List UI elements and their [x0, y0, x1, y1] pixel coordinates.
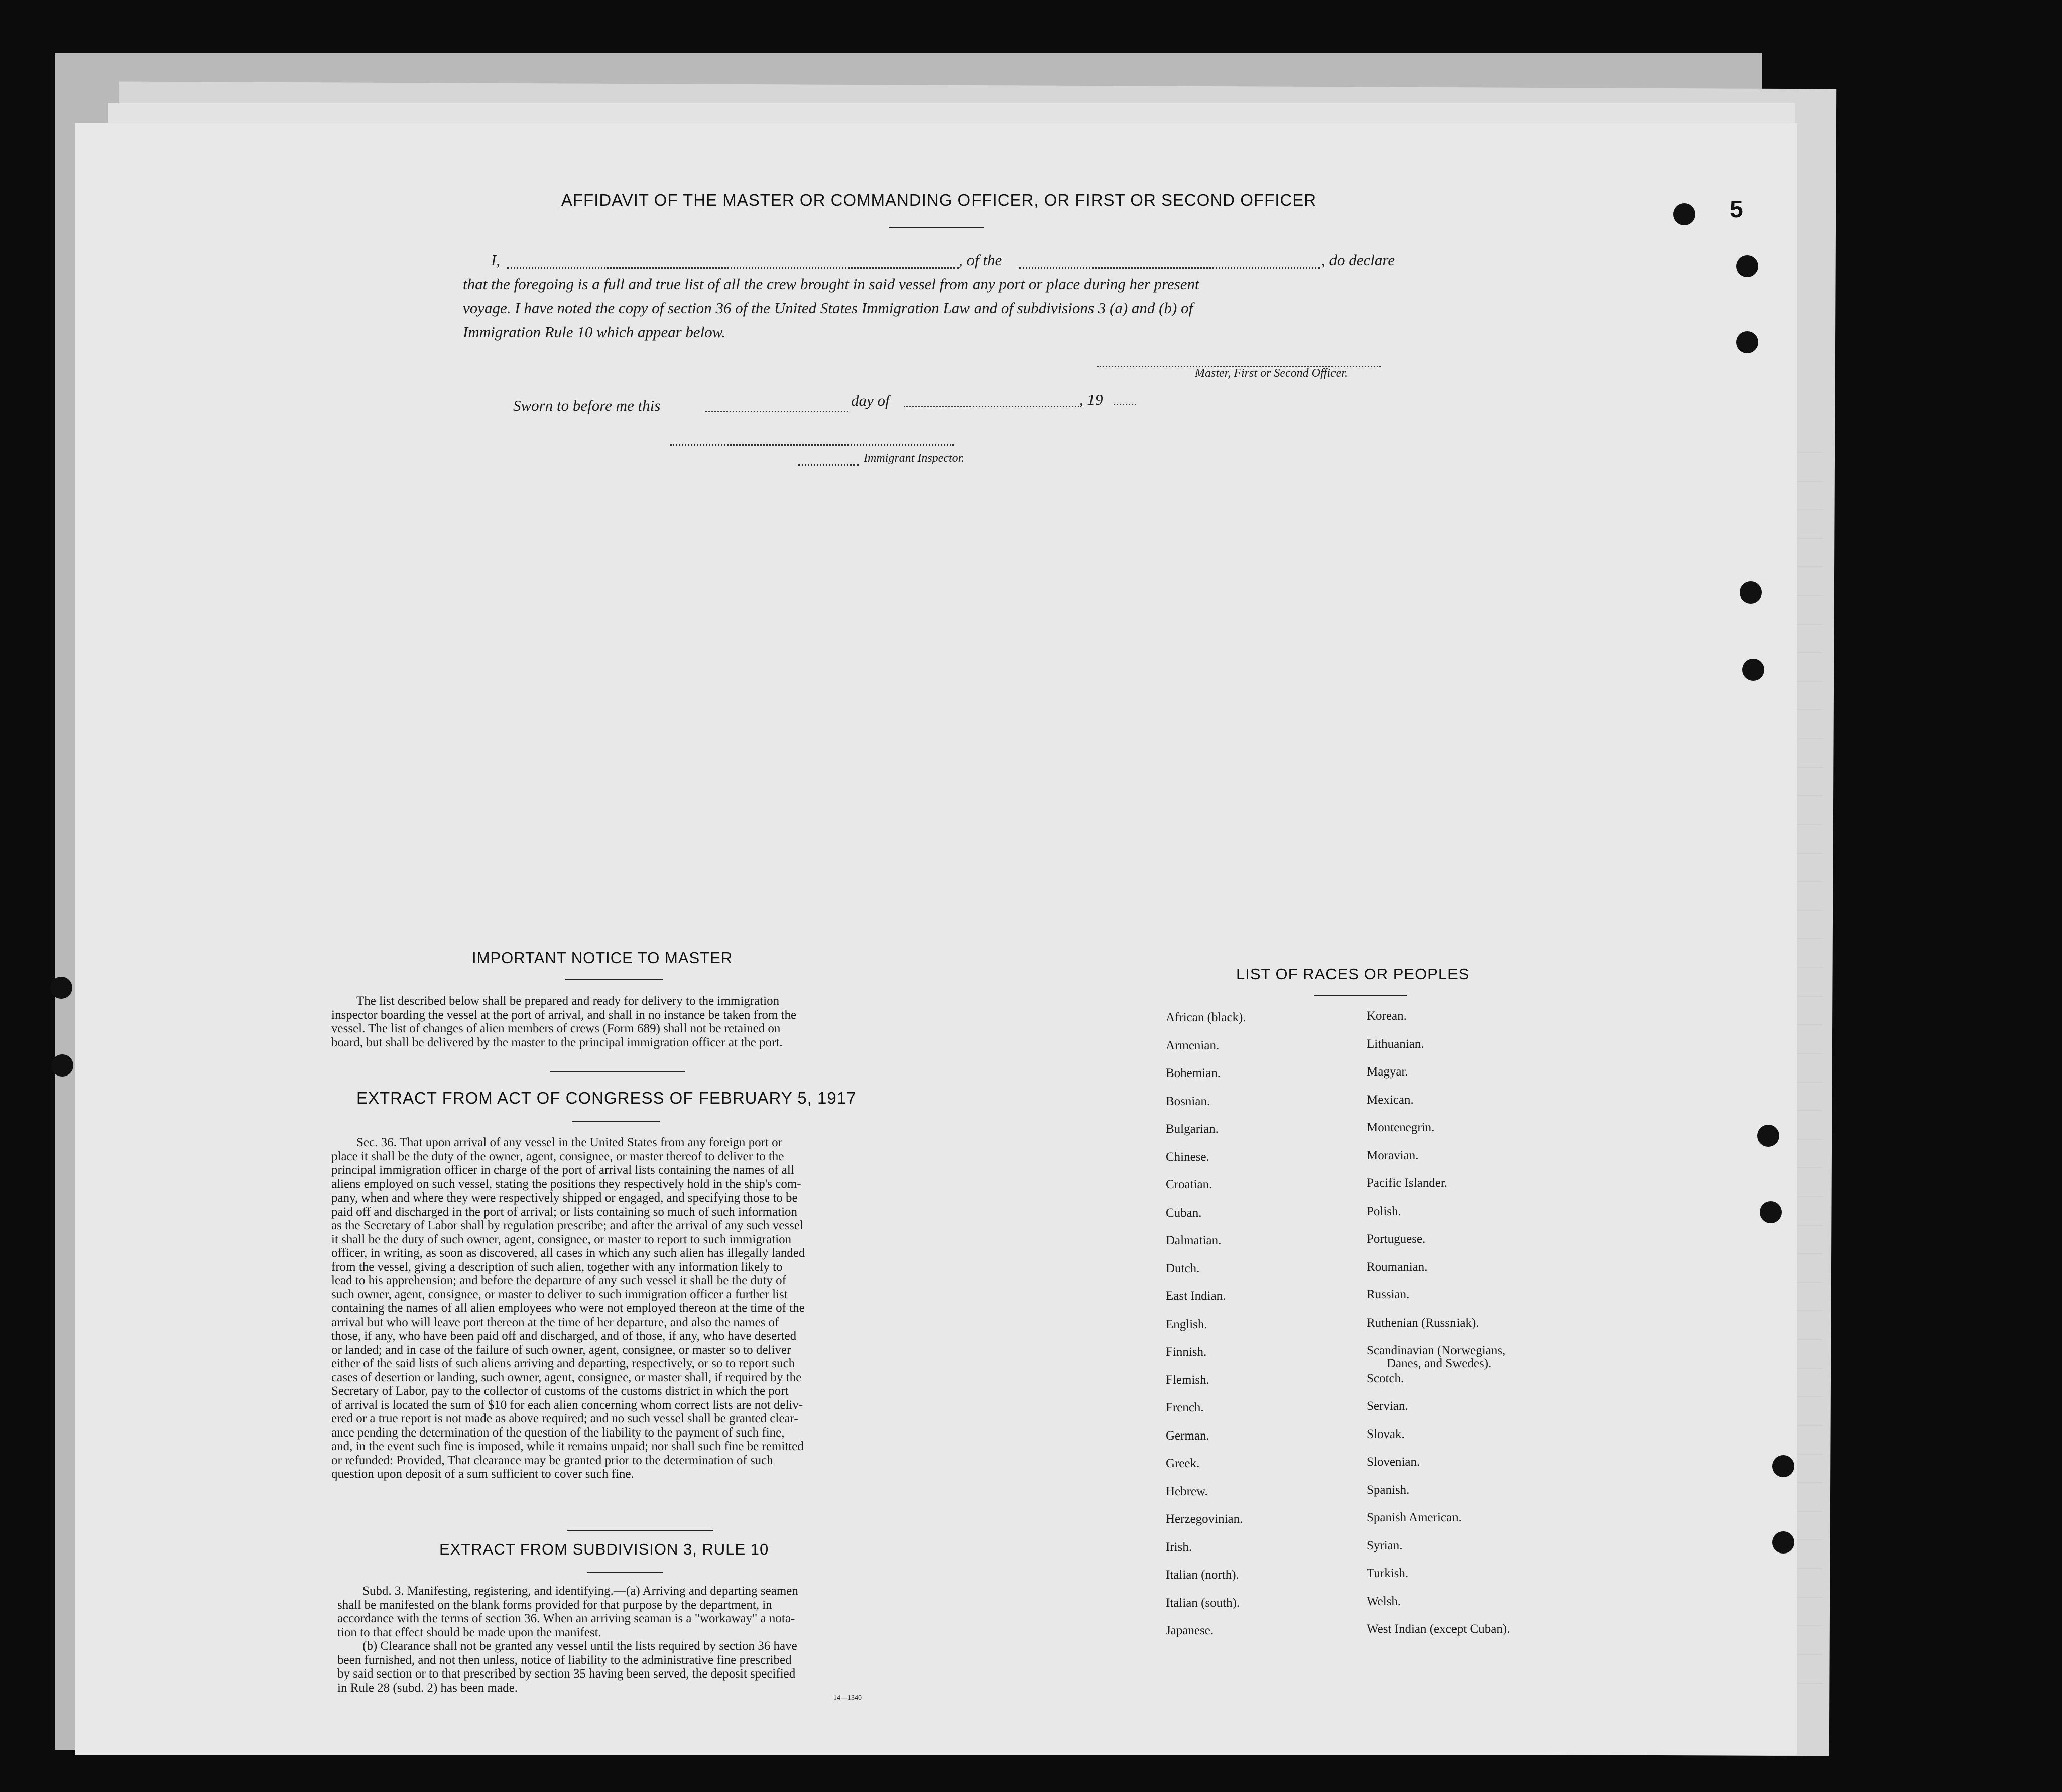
- binder-hole: [1772, 1455, 1794, 1477]
- race-item: Ruthenian (Russniak).: [1367, 1316, 1479, 1330]
- affidavit-of-the: , of the: [959, 251, 1002, 269]
- text-line: such owner, agent, consignee, or master to deliver to such immigration officer a further list: [331, 1287, 788, 1301]
- race-item: Greek.: [1166, 1457, 1200, 1470]
- binder-hole: [1742, 659, 1764, 681]
- race-item: Bohemian.: [1166, 1066, 1221, 1080]
- text-line: question upon deposit of a sum sufficient to cover such fine.: [331, 1467, 634, 1481]
- race-item: Bosnian.: [1166, 1094, 1210, 1108]
- race-item: Dutch.: [1166, 1261, 1200, 1275]
- inspector-line-short: [798, 464, 859, 466]
- section-divider: [550, 1071, 685, 1072]
- text-line: been furnished, and not then unless, notice of liability to the administrative fine prescribed: [337, 1653, 792, 1667]
- affidavit-title: AFFIDAVIT OF THE MASTER OR COMMANDING OFFICER, OR FIRST OR SECOND OFFICER: [561, 191, 1317, 209]
- form-number: 14—1340: [833, 1694, 862, 1702]
- text-line: or landed; and in case of the failure of such owner, agent, consignee, or master so to deliver: [331, 1343, 791, 1357]
- text-line: arrival but who will leave port thereon at the time of her departure, and also the names of: [331, 1315, 779, 1329]
- blank-name: [507, 267, 959, 269]
- text-line: as the Secretary of Labor shall by regulation prescribe; and after the arrival of any such vessel: [331, 1219, 803, 1232]
- binder-hole: [1760, 1201, 1782, 1223]
- blank-vessel: [1019, 267, 1320, 269]
- binder-hole: [1673, 203, 1695, 225]
- race-item: Armenian.: [1166, 1038, 1220, 1052]
- text-line: from the vessel, giving a description of such alien, together with any information likely to: [331, 1260, 783, 1274]
- race-item: French.: [1166, 1401, 1204, 1414]
- text-line: Secretary of Labor, pay to the collector of customs of the customs district in which the port: [331, 1384, 789, 1398]
- year-text: , 19: [1079, 391, 1103, 408]
- race-item: Syrian.: [1367, 1538, 1403, 1552]
- race-item: English.: [1166, 1317, 1207, 1331]
- rule-title: EXTRACT FROM SUBDIVISION 3, RULE 10: [439, 1540, 769, 1558]
- notice-underline: [565, 979, 663, 980]
- affidavit-line4: Immigration Rule 10 which appear below.: [463, 323, 725, 341]
- act-text: [331, 1136, 904, 1481]
- race-item: Servian.: [1367, 1399, 1408, 1413]
- text-line: in Rule 28 (subd. 2) has been made.: [337, 1681, 518, 1695]
- binder-hole: [1757, 1125, 1779, 1147]
- race-item: Lithuanian.: [1367, 1037, 1424, 1051]
- text-line: by said section or to that prescribed by section 35 having been served, the deposit specified: [337, 1667, 796, 1681]
- race-item: Hebrew.: [1166, 1484, 1208, 1498]
- race-item: Roumanian.: [1367, 1260, 1428, 1274]
- affidavit-i: I,: [491, 251, 501, 269]
- race-item: Montenegrin.: [1367, 1121, 1435, 1134]
- race-item: Italian (north).: [1166, 1568, 1239, 1582]
- text-line: ance pending the determination of the question of the liability to the payment of such fine,: [331, 1425, 785, 1440]
- text-line: it shall be the duty of such owner, agent, consignee, or master to report to such immigration: [331, 1232, 792, 1246]
- affidavit-line3: voyage. I have noted the copy of section 36 of the United States Immigration Law and of subdivisions 3 (a) and (b) of: [463, 299, 1193, 317]
- race-item: Irish.: [1166, 1540, 1192, 1554]
- form-page: [75, 123, 1797, 1755]
- act-underline: [572, 1121, 660, 1122]
- text-line: pany, when and where they were respectively shipped or engaged, and specifying those to be: [331, 1191, 798, 1205]
- master-label: Master, First or Second Officer.: [1195, 367, 1348, 380]
- text-line: place it shall be the duty of the owner, agent, consignee, or master thereof to deliver to the: [331, 1149, 784, 1163]
- notice-text: The list described below shall be prepared and ready for delivery to the immigration inspector boarding the vessel at the port of arrival, and shall in no instance be taken from the vessel. The list of changes of alien members of crews (Form 689) shall not be retained on board, but shall be delivered by the master to the principal immigration officer at the port.: [331, 994, 797, 1049]
- binder-hole: [1736, 331, 1758, 353]
- races-column-1: [1166, 1011, 1246, 1652]
- races-column-2: [1367, 1009, 1510, 1650]
- race-item: Bulgarian.: [1166, 1122, 1219, 1136]
- race-item: Chinese.: [1166, 1150, 1209, 1164]
- text-line: lead to his apprehension; and before the departure of any such vessel it shall be the duty of: [331, 1274, 786, 1287]
- rule-underline: [587, 1572, 663, 1573]
- blank-day: [705, 411, 848, 412]
- text-line: shall be manifested on the blank forms provided for that purpose by the department, in: [337, 1598, 772, 1612]
- race-item: Spanish American.: [1367, 1511, 1462, 1524]
- text-line: either of the said lists of such aliens arriving and departing, respectively, or so to report such: [331, 1357, 795, 1370]
- race-item: Scotch.: [1367, 1371, 1404, 1385]
- text-line: Subd. 3. Manifesting, registering, and identifying.—(a) Arriving and departing seamen: [362, 1584, 798, 1598]
- notice-title: IMPORTANT NOTICE TO MASTER: [472, 949, 733, 967]
- inspector-line: [670, 444, 954, 446]
- binder-hole: [1740, 581, 1762, 604]
- race-item: Portuguese.: [1367, 1232, 1426, 1246]
- blank-year: [1114, 404, 1136, 405]
- day-of-text: day of: [851, 392, 890, 409]
- text-line: of arrival is located the sum of $10 for each alien concerning whom correct lists are not deliv-: [331, 1398, 803, 1412]
- text-line: cases of desertion or landing, such owner, agent, consignee, or master shall, if required by the: [331, 1370, 802, 1384]
- act-title: EXTRACT FROM ACT OF CONGRESS OF FEBRUARY 5, 1917: [356, 1089, 857, 1107]
- race-item: Croatian.: [1166, 1178, 1212, 1191]
- race-item: Slovenian.: [1367, 1455, 1420, 1469]
- text-line: aliens employed on such vessel, stating the positions they respectively hold in the ship's com-: [331, 1177, 801, 1191]
- race-item: Polish.: [1367, 1204, 1401, 1218]
- race-item: Spanish.: [1367, 1483, 1410, 1497]
- race-item: Japanese.: [1166, 1624, 1214, 1637]
- race-item: Slovak.: [1367, 1427, 1405, 1441]
- race-item: Magyar.: [1367, 1065, 1408, 1079]
- text-line: (b) Clearance shall not be granted any vessel until the lists required by section 36 have: [362, 1639, 797, 1653]
- binder-hole: [51, 1054, 73, 1077]
- binder-hole: [1772, 1531, 1794, 1554]
- race-item: Cuban.: [1166, 1206, 1202, 1220]
- races-underline: [1314, 995, 1407, 996]
- race-item: Korean.: [1367, 1009, 1407, 1023]
- races-title: LIST OF RACES OR PEOPLES: [1236, 965, 1470, 983]
- inspector-label: Immigrant Inspector.: [864, 452, 965, 465]
- race-item: Turkish.: [1367, 1567, 1409, 1580]
- text-line: paid off and discharged in the port of arrival; or lists containing so much of such information: [331, 1205, 798, 1219]
- race-item-text: Scandinavian (Norwegians,: [1367, 1344, 1506, 1357]
- text-line: principal immigration officer in charge of the port of arrival lists containing the names of all: [331, 1163, 794, 1177]
- race-item: Pacific Islander.: [1367, 1176, 1448, 1190]
- race-item-continuation: Danes, and Swedes).: [1387, 1357, 1492, 1370]
- race-item: Dalmatian.: [1166, 1234, 1222, 1247]
- text-line: ered or a true report is not made as above required; and no such vessel shall be granted clear-: [331, 1412, 798, 1425]
- race-item: Italian (south).: [1166, 1596, 1240, 1610]
- text-line: Sec. 36. That upon arrival of any vessel in the United States from any foreign port or: [356, 1136, 782, 1149]
- binder-hole: [50, 977, 72, 999]
- section-divider: [567, 1530, 713, 1531]
- race-item: German.: [1166, 1428, 1209, 1443]
- race-item: Flemish.: [1166, 1373, 1209, 1387]
- race-item: Welsh.: [1367, 1594, 1401, 1608]
- binder-hole: [1736, 255, 1758, 277]
- race-item: East Indian.: [1166, 1289, 1226, 1303]
- race-item: Finnish.: [1166, 1345, 1207, 1359]
- text-line: or refunded: Provided, That clearance may be granted prior to the determination of such: [331, 1453, 773, 1467]
- affidavit-declare: , do declare: [1321, 251, 1395, 269]
- race-item: African (black).: [1166, 1011, 1246, 1024]
- text-line: accordance with the terms of section 36. When an arriving seaman is a "workaway" a nota-: [337, 1612, 795, 1625]
- race-item: Moravian.: [1367, 1148, 1419, 1162]
- text-line: those, if any, who have been paid off and discharged, and of those, if any, who have deserted: [331, 1329, 797, 1343]
- race-item: Russian.: [1367, 1288, 1410, 1301]
- text-line: containing the names of all alien employees who were not employed thereon at the time of the: [331, 1301, 805, 1315]
- margin-mark: 5: [1730, 196, 1743, 223]
- text-line: officer, in writing, as soon as discovered, all cases in which any such alien has illegally landed: [331, 1246, 805, 1260]
- race-item: Herzegovinian.: [1166, 1512, 1243, 1526]
- title-underline: [889, 227, 984, 228]
- rule-text: [337, 1584, 910, 1695]
- blank-month: [904, 406, 1079, 407]
- race-item: West Indian (except Cuban).: [1367, 1622, 1510, 1636]
- race-item: Mexican.: [1367, 1093, 1414, 1107]
- race-item: [1367, 1344, 1510, 1372]
- sworn-text: Sworn to before me this: [513, 397, 661, 414]
- affidavit-line2: that the foregoing is a full and true list of all the crew brought in said vessel from any port or place during her present: [463, 275, 1199, 293]
- text-line: tion to that effect should be made upon the manifest.: [337, 1625, 601, 1639]
- text-line: and, in the event such fine is imposed, while it remains unpaid; nor shall such fine be remitted: [331, 1440, 804, 1453]
